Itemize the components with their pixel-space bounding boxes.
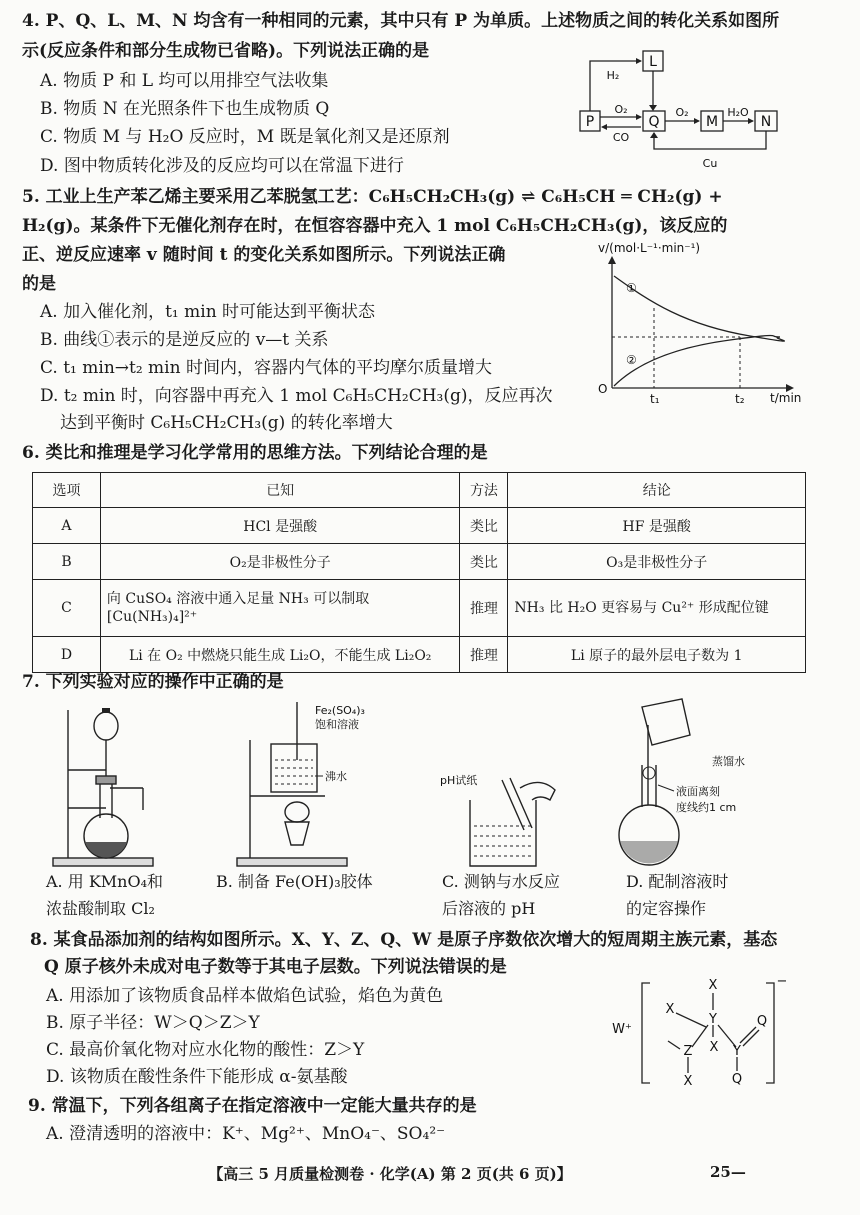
- page-code: 25—: [710, 1163, 746, 1181]
- q9-option-a: A. 澄清透明的溶液中：K⁺、Mg²⁺、MnO₄⁻、SO₄²⁻: [46, 1124, 446, 1144]
- label-o2-a: O₂: [614, 103, 628, 116]
- table-cell: 向 CuSO₄ 溶液中通入足量 NH₃ 可以制取 [Cu(NH₃)₄]²⁺: [100, 580, 460, 637]
- q6-header-option: 选项: [33, 473, 101, 508]
- q5-line3: 正、逆反应速率 v 随时间 t 的变化关系如图所示。下列说法正确: [22, 245, 506, 265]
- table-cell: HF 是强酸: [508, 508, 806, 544]
- q7-caption-c1: C. 测钠与水反应: [442, 872, 560, 891]
- q8-option-b: B. 原子半径：W＞Q＞Z＞Y: [46, 1013, 260, 1033]
- q6-table: [32, 472, 806, 673]
- q5-line1: 5. 工业上生产苯乙烯主要采用乙苯脱氢工艺：C₆H₅CH₂CH₃(g) ⇌ C₆H₅CH ═ CH₂(g) +: [22, 187, 723, 207]
- table-cell: 推理: [460, 637, 508, 673]
- q6-header-method: 方法: [460, 473, 508, 508]
- q7-apparatus-a: [48, 700, 158, 870]
- table-row: [33, 544, 806, 580]
- q5-rate-chart: [590, 240, 820, 410]
- struct-q: Q: [756, 1014, 768, 1029]
- chart-t2: t₂: [735, 392, 745, 406]
- node-L: L: [649, 54, 657, 70]
- q4-option-c: C. 物质 M 与 H₂O 反应时，M 既是氧化剂又是还原剂: [40, 127, 450, 147]
- q7-apparatus-c: [440, 770, 590, 870]
- chart-origin: O: [598, 382, 608, 396]
- chart-xlabel: t/min: [770, 391, 802, 405]
- table-cell: O₂是非极性分子: [100, 544, 460, 580]
- struct-x: X: [709, 1040, 719, 1055]
- table-cell: D: [33, 637, 101, 673]
- q4-option-a: A. 物质 P 和 L 均可以用排空气法收集: [40, 71, 329, 91]
- q7-apparatus-b: [235, 700, 365, 870]
- q8-stem-line2: Q 原子核外未成对电子数等于其电子层数。下列说法错误的是: [44, 957, 507, 977]
- label-boiling-water: 沸水: [325, 770, 347, 783]
- table-cell: HCl 是强酸: [100, 508, 460, 544]
- page-footer: 【高三 5 月质量检测卷 · 化学(A) 第 2 页(共 6 页)】: [208, 1165, 572, 1183]
- label-level-note-1: 液面离刻: [676, 785, 720, 798]
- q7-caption-c2: 后溶液的 pH: [442, 899, 536, 918]
- q8-option-c: C. 最高价氧化物对应水化物的酸性：Z＞Y: [46, 1040, 365, 1060]
- table-cell: A: [33, 508, 101, 544]
- table-cell: O₃是非极性分子: [508, 544, 806, 580]
- struct-w: W⁺: [612, 1022, 632, 1037]
- table-cell: B: [33, 544, 101, 580]
- struct-y: Y: [709, 1012, 717, 1027]
- struct-q: Q: [731, 1072, 743, 1087]
- table-cell: 类比: [460, 508, 508, 544]
- table-cell: 推理: [460, 580, 508, 637]
- struct-z: Z: [683, 1044, 693, 1059]
- struct-x: X: [665, 1002, 675, 1017]
- node-N: N: [760, 114, 772, 130]
- label-h2o: H₂O: [727, 106, 749, 119]
- chart-ylabel: v/(mol·L⁻¹·min⁻¹): [598, 241, 701, 255]
- label-distilled-water: 蒸馏水: [712, 755, 745, 768]
- q7-apparatus-d: [612, 695, 782, 870]
- struct-x: X: [708, 978, 718, 993]
- struct-y: Y: [733, 1044, 741, 1059]
- q7-caption-d1: D. 配制溶液时: [626, 872, 729, 891]
- struct-charge: −: [776, 975, 788, 989]
- q6-header-known: 已知: [100, 473, 460, 508]
- q9-stem: 9. 常温下，下列各组离子在指定溶液中一定能大量共存的是: [28, 1096, 477, 1116]
- q7-caption-a1: A. 用 KMnO₄和: [46, 872, 163, 891]
- q4-stem-line1: 4. P、Q、L、M、N 均含有一种相同的元素，其中只有 P 为单质。上述物质之间的转化关系如图所: [22, 11, 780, 31]
- table-row: [33, 637, 806, 673]
- q8-stem-line1: 8. 某食品添加剂的结构如图所示。X、Y、Z、Q、W 是原子序数依次增大的短周期主族元素，基态: [30, 930, 778, 950]
- q4-option-d: D. 图中物质转化涉及的反应均可以在常温下进行: [40, 156, 404, 176]
- table-cell: 类比: [460, 544, 508, 580]
- label-co: CO: [612, 131, 630, 144]
- table-row: [33, 508, 806, 544]
- label-saturated-solution: 饱和溶液: [315, 718, 359, 731]
- label-h2: H₂: [606, 69, 620, 82]
- q6-stem: 6. 类比和推理是学习化学常用的思维方法。下列结论合理的是: [22, 443, 488, 463]
- q4-option-b: B. 物质 N 在光照条件下也生成物质 Q: [40, 99, 330, 119]
- q8-option-d: D. 该物质在酸性条件下能形成 α-氨基酸: [46, 1067, 348, 1087]
- table-cell: NH₃ 比 H₂O 更容易与 Cu²⁺ 形成配位键: [508, 580, 806, 637]
- node-Q: Q: [648, 114, 660, 130]
- table-cell: Li 原子的最外层电子数为 1: [508, 637, 806, 673]
- q5-option-d: D. t₂ min 时，向容器中再充入 1 mol C₆H₅CH₂CH₃(g)，反应再次: [40, 386, 553, 406]
- q8-structure: [610, 975, 810, 1095]
- chart-curve-2-label: ②: [626, 353, 637, 367]
- label-ph-paper: pH试纸: [440, 774, 478, 787]
- table-cell: Li 在 O₂ 中燃烧只能生成 Li₂O，不能生成 Li₂O₂: [100, 637, 460, 673]
- q5-option-b: B. 曲线①表示的是逆反应的 v—t 关系: [40, 330, 329, 350]
- q5-line2: H₂(g)。某条件下无催化剂存在时，在恒容容器中充入 1 mol C₆H₅CH₂CH₃(g)，该反应的: [22, 216, 728, 236]
- label-level-note-2: 度线约1 cm: [676, 801, 737, 814]
- table-row: [33, 580, 806, 637]
- q5-option-a: A. 加入催化剂，t₁ min 时可能达到平衡状态: [40, 302, 376, 322]
- label-cu: Cu: [702, 157, 718, 170]
- chart-t1: t₁: [650, 392, 660, 406]
- label-fe2so43: Fe₂(SO₄)₃: [315, 704, 365, 717]
- q4-conversion-diagram: [575, 45, 795, 175]
- node-P: P: [585, 114, 595, 130]
- q5-option-c: C. t₁ min→t₂ min 时间内，容器内气体的平均摩尔质量增大: [40, 358, 492, 378]
- chart-curve-1-label: ①: [626, 281, 637, 295]
- q7-caption-d2: 的定容操作: [626, 899, 707, 918]
- struct-x: X: [683, 1074, 693, 1089]
- label-o2-b: O₂: [675, 106, 689, 119]
- q6-header-conclusion: 结论: [508, 473, 806, 508]
- q7-stem: 7. 下列实验对应的操作中正确的是: [22, 672, 284, 692]
- node-M: M: [705, 114, 719, 130]
- q4-stem-line2: 示(反应条件和部分生成物已省略)。下列说法正确的是: [22, 41, 430, 61]
- q5-line4: 的是: [22, 274, 56, 294]
- q7-caption-b1: B. 制备 Fe(OH)₃胶体: [216, 872, 373, 891]
- q5-option-d-cont: 达到平衡时 C₆H₅CH₂CH₃(g) 的转化率增大: [60, 413, 393, 433]
- q7-caption-a2: 浓盐酸制取 Cl₂: [46, 899, 155, 918]
- table-cell: C: [33, 580, 101, 637]
- q8-option-a: A. 用添加了该物质食品样本做焰色试验，焰色为黄色: [46, 986, 444, 1006]
